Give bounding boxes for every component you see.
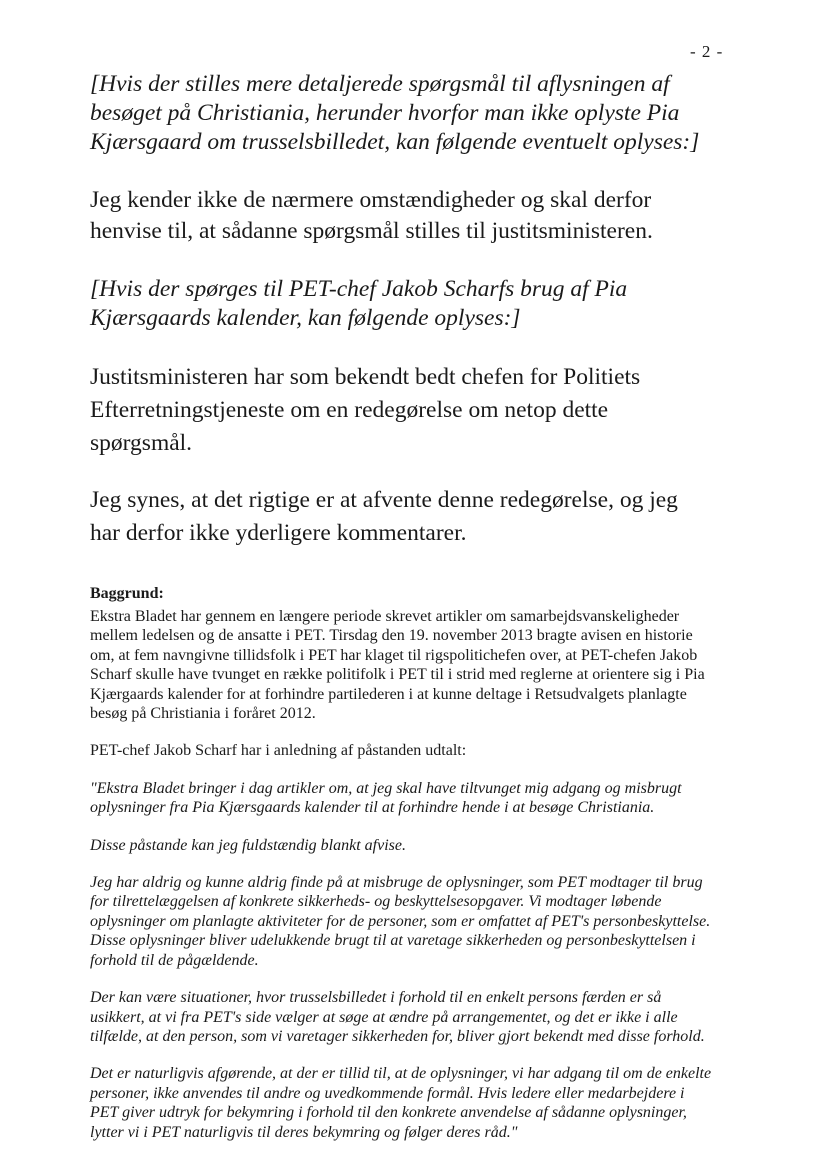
answer-await: Jeg synes, at det rigtige er at afvente denne redegørelse, og jeg har derfor ikke yderligere kommentarer. — [90, 487, 678, 546]
instruction-calendar: [Hvis der spørges til PET-chef Jakob Scharfs brug af Pia Kjærsgaards kalender, kan følgende oplyses:] — [90, 276, 628, 331]
quote-paragraph: Jeg har aldrig og kunne aldrig finde på at misbruge de oplysninger, som PET modtager til brug for tilrettelæggelsen af konkrete sikkerheds- og beskyttelsesopgaver. Vi modtager løbende oplysninger om planlagte aktiviteter for de personer, som er omfattet af PET's personbeskyttelse. Disse oplysninger bliver udelukkende brugt til at varetage sikkerheden og personbeskyttelsen i forhold til de pågældende. — [90, 874, 711, 969]
page-number: - 2 - — [690, 42, 724, 61]
quote-paragraph: Disse påstande kan jeg fuldstændig blankt afvise. — [90, 836, 406, 854]
document-body — [90, 70, 730, 1142]
instruction-christiania: [Hvis der stilles mere detaljerede spørgsmål til aflysningen af besøget på Christiania, herunder hvorfor man ikke oplyste Pia Kjærsgaard om trusselsbilledet, kan følgende eventuelt oplyses:] — [90, 71, 700, 155]
background-intro-quote: PET-chef Jakob Scharf har i anledning af påstanden udtalt: — [90, 742, 467, 760]
answer-christiania: Jeg kender ikke de nærmere omstændigheder og skal derfor henvise til, at sådanne spørgsmål stilles til justitsministeren. — [90, 187, 653, 244]
background-heading: Baggrund: — [90, 585, 164, 602]
background-paragraph: Ekstra Bladet har gennem en længere periode skrevet artikler om samarbejdsvanskeligheder mellem ledelsen og de ansatte i PET. Tirsdag den 19. november 2013 bragte avisen en historie om, at fem navngivne tillidsfolk i PET har klaget til rigspolitichefen over, at PET-chefen Jakob Scharf skulle have tvunget en række politifolk i PET til i strid med reglerne at orientere sig i Pia Kjærgaards kalender for at forhindre partilederen i at kunne deltage i Retsudvalgets planlagte besøg på Christiania i foråret 2012. — [90, 608, 705, 723]
quote-paragraph: Der kan være situationer, hvor trusselsbilledet i forhold til en enkelt persons færden er så usikkert, at vi fra PET's side vælger at søge at ændre på arrangementet, og det er ikke i alle tilfælde, at den person, som vi varetager sikkerheden for, bliver gjort bekendt med disse forhold. — [90, 989, 705, 1045]
quote-paragraph: "Ekstra Bladet bringer i dag artikler om, at jeg skal have tiltvunget mig adgang og misbrugt oplysninger fra Pia Kjærsgaards kalender til at forhindre hende i at besøge Christiania. — [90, 779, 682, 817]
answer-minister: Justitsministeren har som bekendt bedt chefen for Politiets Efterretningstjeneste om en redegørelse om netop dette spørgsmål. — [90, 364, 641, 456]
quote-paragraph: Det er naturligvis afgørende, at der er tillid til, at de oplysninger, vi har adgang til om de enkelte personer, ikke anvendes til andre og uvedkommende formål. Hvis ledere eller medarbejdere i PET giver udtryk for bekymring i forhold til den konkrete anvendelse af sådanne oplysninger, lytter vi i PET naturligvis til deres bekymring og følger deres råd." — [90, 1065, 712, 1141]
